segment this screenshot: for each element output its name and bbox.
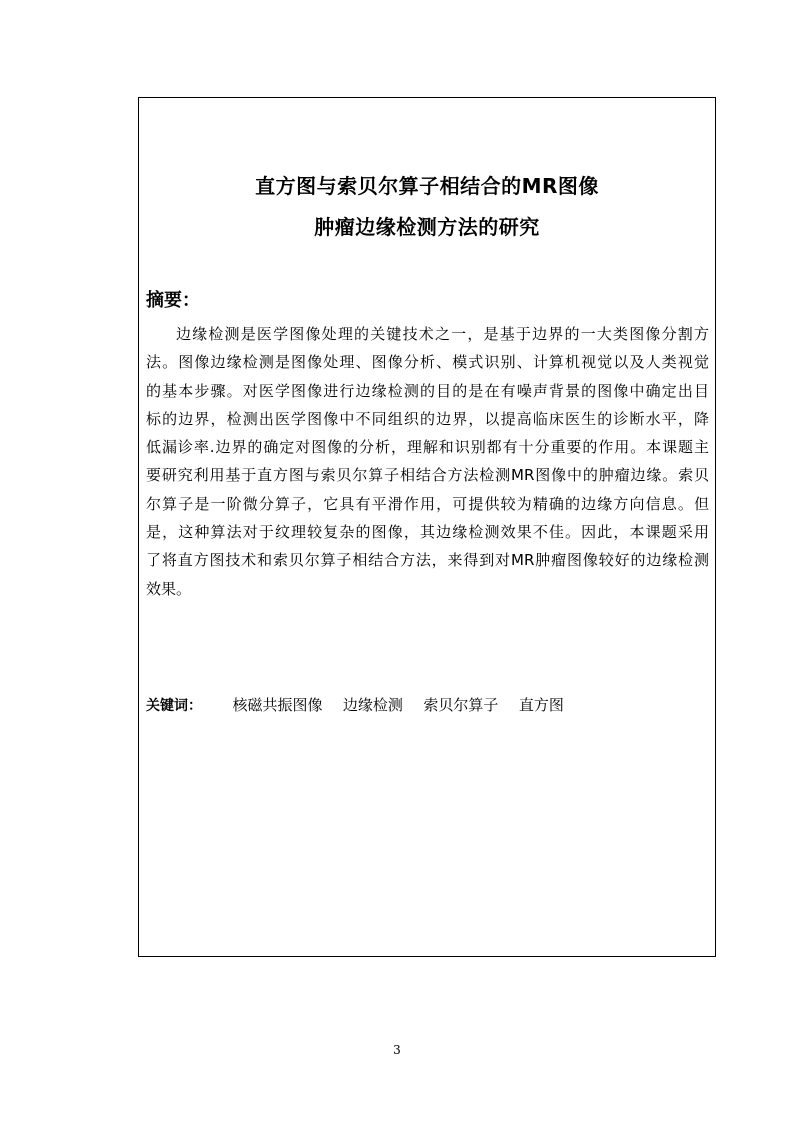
abstract-line: 效果。 (146, 579, 192, 598)
abstract-line: 的基本步骤。对医学图像进行边缘检测的目的是在有噪声背景的图像中确定出目 (146, 381, 709, 400)
keywords-label: 关键词： (146, 698, 202, 714)
abstract-line: 标的边界，检测出医学图像中不同组织的边界，以提高临床医生的诊断水平，降 (146, 409, 709, 428)
abstract-heading: 摘要： (146, 290, 200, 311)
keyword-item: 索贝尔算子 (423, 696, 499, 714)
abstract-frame (138, 97, 716, 957)
keywords-row (146, 694, 580, 715)
page-number: 3 (393, 1043, 401, 1057)
abstract-body (146, 320, 709, 603)
abstract-line: 尔算子是一阶微分算子，它具有平滑作用，可提供较为精确的边缘方向信息。但 (146, 494, 709, 513)
title-line-2: 肿瘤边缘检测方法的研究 (314, 215, 540, 239)
abstract-line: 法。图像边缘检测是图像处理、图像分析、模式识别、计算机视觉以及人类视觉 (146, 353, 709, 372)
title-line-1: 直方图与索贝尔算子相结合的MR图像 (255, 174, 599, 198)
keyword-item: 核磁共振图像 (232, 696, 323, 714)
abstract-line: 边缘检测是医学图像处理的关键技术之一，是基于边界的一大类图像分割方 (176, 325, 709, 343)
keyword-item: 边缘检测 (342, 696, 403, 714)
abstract-line: 是，这种算法对于纹理较复杂的图像，其边缘检测效果不佳。因此，本课题采用 (146, 523, 709, 542)
abstract-line: 了将直方图技术和索贝尔算子相结合方法，来得到对MR肿瘤图像较好的边缘检测 (146, 551, 709, 570)
abstract-line: 要研究利用基于直方图与索贝尔算子相结合方法检测MR图像中的肿瘤边缘。索贝 (146, 466, 709, 485)
abstract-line: 低漏诊率.边界的确定对图像的分析，理解和识别都有十分重要的作用。本课题主 (146, 438, 709, 457)
keyword-item: 直方图 (518, 696, 564, 714)
